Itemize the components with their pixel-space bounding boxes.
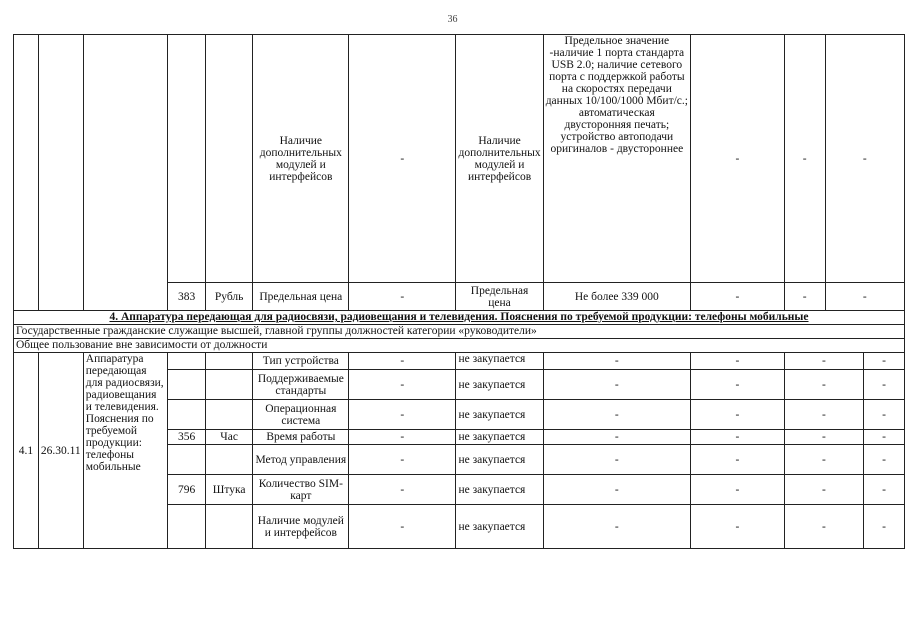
char-name-opt-cell: Предельная цена <box>456 283 543 311</box>
extra-cell: - <box>864 445 905 475</box>
value-cell: - <box>349 430 456 445</box>
value-opt-cell: Не более 339 000 <box>543 283 690 311</box>
extra-cell: - <box>784 400 863 430</box>
extra-cell: - <box>691 400 785 430</box>
extra-cell: - <box>864 400 905 430</box>
extra-cell: - <box>784 430 863 445</box>
value-cell: - <box>349 505 456 549</box>
extra-cell: - <box>784 505 863 549</box>
extra-cell: - <box>543 475 690 505</box>
code-cell: 796 <box>168 475 205 505</box>
extra-cell: - <box>864 475 905 505</box>
char-name-cell: Наличие дополнительных модулей и интерфейсов <box>253 35 349 283</box>
table-row <box>14 353 905 370</box>
extra-cell: - <box>864 353 905 370</box>
extra-cell: - <box>864 505 905 549</box>
extra-cell: - <box>784 370 863 400</box>
status-cell: не закупается <box>456 370 543 400</box>
unit-cell <box>205 370 253 400</box>
unit-cell <box>205 400 253 430</box>
char-name-cell: Время работы <box>253 430 349 445</box>
char-name-cell: Операционная система <box>253 400 349 430</box>
table-row <box>14 35 905 283</box>
section-title-row <box>14 311 905 325</box>
extra-cell: - <box>691 283 785 311</box>
char-name-cell: Тип устройства <box>253 353 349 370</box>
extra-cell: - <box>543 430 690 445</box>
extra-cell: - <box>784 353 863 370</box>
status-cell: не закупается <box>456 475 543 505</box>
char-name-cell: Количество SIM-карт <box>253 475 349 505</box>
extra-cell: - <box>784 35 825 283</box>
code-cell <box>168 370 205 400</box>
section-title: 4. Аппаратура передающая для радиосвязи, радиовещания и телевидения. Пояснения по требуемой продукции: телефоны мобильные <box>14 311 905 325</box>
value-cell: - <box>349 353 456 370</box>
code-cell <box>168 400 205 430</box>
char-name-cell: Метод управления <box>253 445 349 475</box>
extra-cell: - <box>543 370 690 400</box>
extra-cell: - <box>825 283 904 311</box>
item-num: 4.1 <box>14 353 39 549</box>
extra-cell: - <box>691 445 785 475</box>
unit-cell: Час <box>205 430 253 445</box>
unit-cell <box>205 505 253 549</box>
status-cell: не закупается <box>456 445 543 475</box>
value-cell: - <box>349 283 456 311</box>
extra-cell: - <box>691 505 785 549</box>
value-cell: - <box>349 35 456 283</box>
extra-cell: - <box>784 283 825 311</box>
extra-cell: - <box>864 430 905 445</box>
extra-cell: - <box>543 400 690 430</box>
extra-cell: - <box>784 445 863 475</box>
code-cell <box>168 353 205 370</box>
extra-cell: - <box>691 353 785 370</box>
status-cell: не закупается <box>456 353 543 370</box>
status-cell: не закупается <box>456 505 543 549</box>
item-okpd: 26.30.11 <box>38 353 83 549</box>
status-cell: не закупается <box>456 430 543 445</box>
extra-cell: - <box>543 505 690 549</box>
extra-cell: - <box>691 370 785 400</box>
unit-cell: Штука <box>205 475 253 505</box>
section-line-row <box>14 325 905 339</box>
cont-name-cell <box>83 35 168 311</box>
extra-cell: - <box>864 370 905 400</box>
value-cell: - <box>349 475 456 505</box>
status-cell: не закупается <box>456 400 543 430</box>
requirements-sheet <box>13 34 905 549</box>
extra-cell: - <box>691 35 785 283</box>
extra-cell: - <box>784 475 863 505</box>
unit-cell: Рубль <box>205 283 253 311</box>
section-line-row <box>14 339 905 353</box>
section-line-1: Государственные гражданские служащие высшей, главной группы должностей категории «руководители» <box>14 325 905 339</box>
page-number: 36 <box>447 14 458 25</box>
value-cell: - <box>349 400 456 430</box>
value-cell: - <box>349 370 456 400</box>
extra-cell: - <box>543 353 690 370</box>
code-cell: 383 <box>168 283 205 311</box>
extra-cell: - <box>825 35 904 283</box>
cont-num-cell <box>14 35 39 311</box>
extra-cell: - <box>691 475 785 505</box>
requirements-table <box>13 34 905 549</box>
code-cell <box>168 35 205 283</box>
value-cell: - <box>349 445 456 475</box>
char-name-opt-cell: Наличие дополнительных модулей и интерфейсов <box>456 35 543 283</box>
unit-cell <box>205 353 253 370</box>
code-cell <box>168 445 205 475</box>
item-name: Аппаратура передающая для радиосвязи, радиовещания и телевидения. Пояснения по требуемой продукции: телефоны мобильные <box>83 353 168 549</box>
char-name-cell: Поддерживаемые стандарты <box>253 370 349 400</box>
extra-cell: - <box>691 430 785 445</box>
char-name-cell: Предельная цена <box>253 283 349 311</box>
section-line-2: Общее пользование вне зависимости от должности <box>14 339 905 353</box>
code-cell <box>168 505 205 549</box>
unit-cell <box>205 35 253 283</box>
cont-okpd-cell <box>38 35 83 311</box>
value-opt-cell: Предельное значение -наличие 1 порта стандарта USB 2.0; наличие сетевого порта с поддержкой работы на скоростях передачи данных 10/100/1000 Мбит/с.; автоматическая двусторонняя печать; устройство автоподачи оригиналов - двустороннее <box>543 35 690 283</box>
char-name-cell: Наличие модулей и интерфейсов <box>253 505 349 549</box>
extra-cell: - <box>543 445 690 475</box>
code-cell: 356 <box>168 430 205 445</box>
unit-cell <box>205 445 253 475</box>
